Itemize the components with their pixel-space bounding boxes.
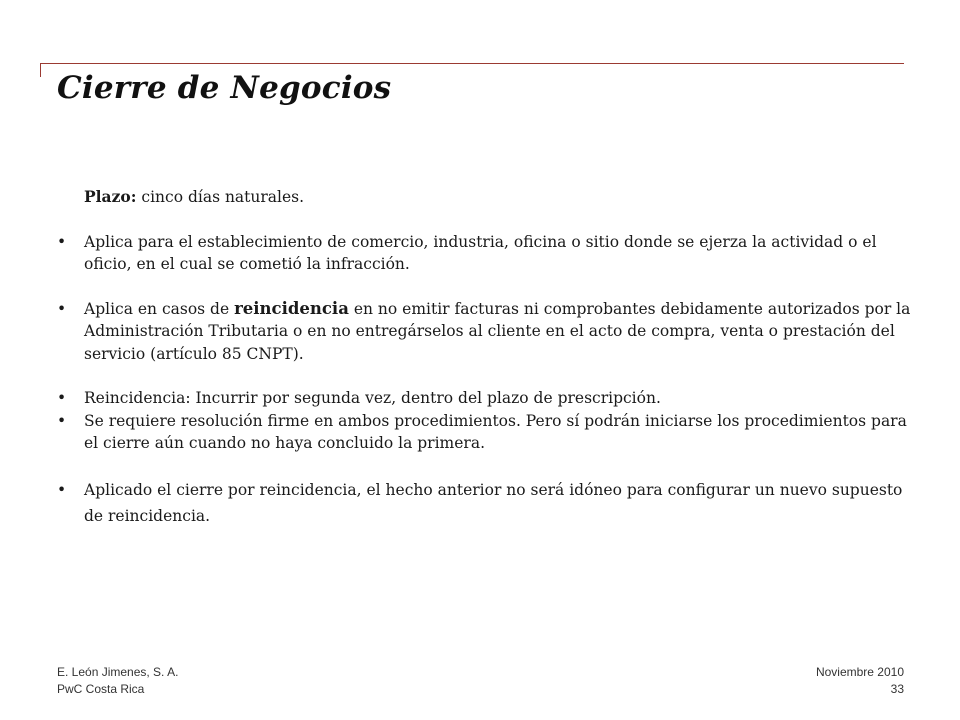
bullet-text: en no emitir facturas ni comprobantes debidamente autorizados por la Administración Tributaria o en no entregárselos al cliente en el acto de compra, venta o prestación del servicio (artículo 85 CNPT). [84,299,911,363]
footer-right [816,664,904,698]
bullet-list [57,231,912,529]
bullet-item: • Aplica para el establecimiento de comercio, industria, oficina o sitio donde se ejerza la actividad o el oficio, en el cual se cometió la infracción. [57,231,912,276]
footer-date: Noviembre 2010 [815,665,904,679]
slide-body [57,186,912,529]
footer-left [57,664,178,698]
plazo-text: cinco días naturales. [141,188,305,206]
slide-title: Cierre de Negocios [57,70,392,106]
plazo-label: Plazo: [84,187,137,206]
bullet-item: • Se requiere resolución firme en ambos procedimientos. Pero sí podrán iniciarse los procedimientos para el cierre aún cuando no haya concluido la primera. [57,410,912,455]
footer-company: PwC Costa Rica [57,682,145,696]
page-number: 33 [890,682,904,696]
bullet-text: Aplica en casos de [84,299,235,318]
footer-author: E. León Jimenes, S. A. [57,665,179,679]
title-rule [40,63,904,64]
bullet-item: • Reincidencia: Incurrir por segunda vez, dentro del plazo de prescripción. [57,387,912,410]
bullet-item [57,298,912,366]
bullet-item: • Aplicado el cierre por reincidencia, el hecho anterior no será idóneo para configurar un nuevo supuesto de reincidencia. [57,477,912,529]
bullet-emphasis: reincidencia [234,298,349,318]
title-rule-tick [40,63,41,77]
plazo-line [57,186,912,209]
